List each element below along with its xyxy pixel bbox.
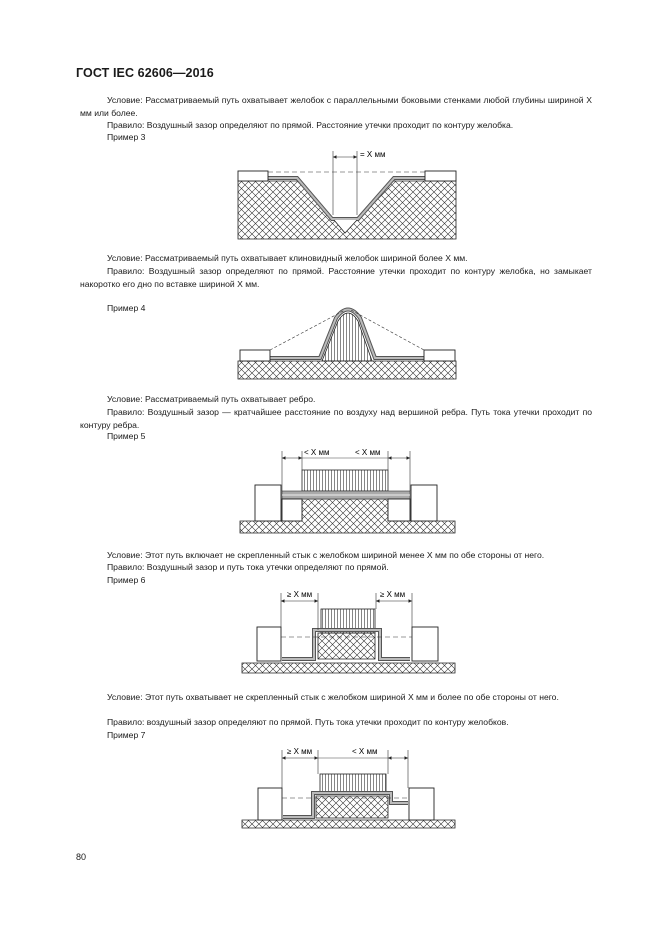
- left-insulator: [255, 485, 281, 521]
- substrate: [242, 820, 455, 828]
- example6-label: Пример 6: [107, 575, 146, 585]
- example7-dimension-right: < X мм: [352, 747, 378, 756]
- page-number: 80: [76, 852, 87, 862]
- left-insulator: [257, 627, 281, 661]
- rib: [320, 774, 386, 792]
- right-insulator: [411, 485, 437, 521]
- example7-rule: Правило: воздушный зазор определяют по прямой. Путь тока утечки проходит по контуру желобков.: [107, 717, 509, 727]
- rib: [302, 470, 388, 491]
- example3-label: Пример 3: [107, 132, 146, 142]
- example5-condition: Условие: Рассматриваемый путь охватывает ребро.: [107, 394, 316, 404]
- example4-condition: Условие: Рассматриваемый путь охватывает клиновидный желобок шириной более X мм.: [107, 253, 468, 263]
- right-insulator: [412, 627, 438, 661]
- example6-condition: Условие: Этот путь включает не скрепленный стык с желобком шириной менее X мм по обе стороны от него.: [107, 550, 545, 560]
- example5-rule: Правило: Воздушный зазор — кратчайшее расстояние по воздуху над вершиной ребра. Путь тока утечки проходит по контуру ребра.: [80, 407, 592, 430]
- raised-block: [316, 796, 388, 818]
- left-insulator: [240, 350, 270, 361]
- left-terminal: [282, 499, 302, 521]
- example7-condition: Условие: Этот путь охватывает не скрепленный стык с желобком шириной X мм и более по обе стороны от него.: [107, 692, 559, 702]
- example6-dimension-right: ≥ X мм: [380, 590, 406, 599]
- example6-figure: [0, 585, 661, 675]
- example4-label: Пример 4: [107, 303, 146, 313]
- example3-dimension: = X мм: [360, 150, 386, 159]
- substrate: [238, 361, 456, 379]
- example6-dimension-left: ≥ X мм: [287, 590, 313, 599]
- example4-rule: Правило: Воздушный зазор определяют по прямой. Расстояние утечки проходит по контуру желобка, но замыкает накоротко его дно по вставке шириной X мм.: [80, 266, 592, 289]
- example5-label: Пример 5: [107, 431, 146, 441]
- example5-dimension-left: < X мм: [304, 448, 330, 457]
- example5-figure: [0, 443, 661, 535]
- example3-condition: Условие: Рассматриваемый путь охватывает желобок с параллельными боковыми стенками любой глубины шириной X мм или более.: [80, 95, 592, 118]
- example3-rule: Правило: Воздушный зазор определяют по прямой. Расстояние утечки проходит по контуру желобка.: [107, 120, 514, 130]
- right-insulator: [424, 350, 455, 361]
- example3-figure: [0, 143, 661, 248]
- example4-figure: [0, 303, 661, 383]
- right-terminal: [388, 499, 410, 521]
- example7-label: Пример 7: [107, 730, 146, 740]
- example6-rule: Правило: Воздушный зазор и путь тока утечки определяют по прямой.: [107, 562, 389, 572]
- substrate: [242, 663, 455, 673]
- example5-dimension-right: < X мм: [355, 448, 381, 457]
- right-insulator: [425, 171, 456, 181]
- left-insulator: [238, 171, 268, 181]
- right-insulator: [409, 788, 434, 820]
- left-insulator: [258, 788, 282, 820]
- document-header: ГОСТ IEC 62606—2016: [76, 66, 214, 80]
- example7-dimension-left: ≥ X мм: [287, 747, 313, 756]
- example7-figure: [0, 740, 661, 830]
